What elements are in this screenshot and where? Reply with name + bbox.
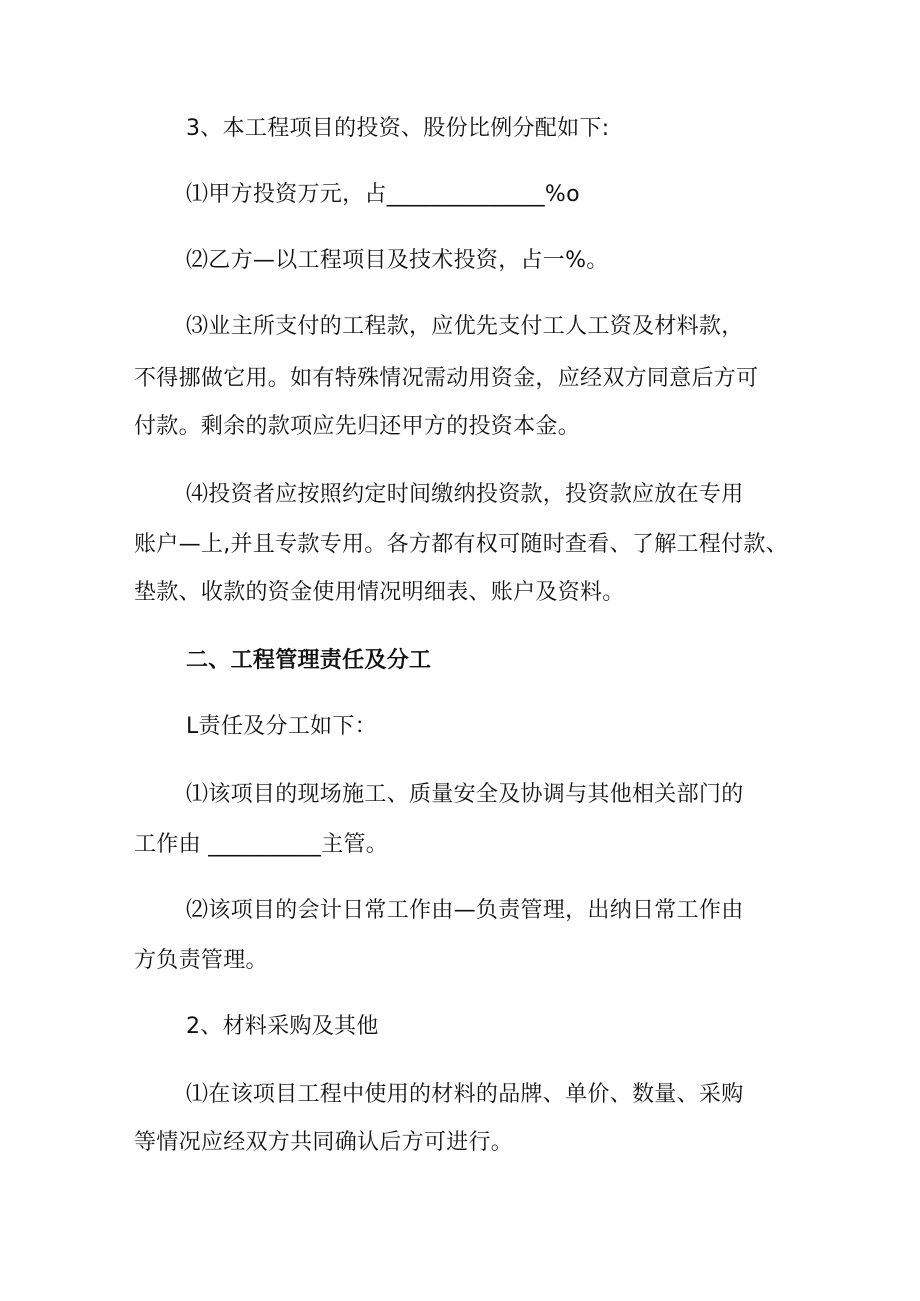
paragraph-line: ⑴甲方投资万元，占______________%o: [186, 182, 580, 207]
paragraph-line: 不得挪做它用。如有特殊情况需动用资金，应经双方同意后方可: [134, 366, 759, 391]
paragraph-line: ⑵该项目的会计日常工作由—负责管理，出纳日常工作由: [186, 898, 744, 923]
section-subheading: 2、材料采购及其他: [186, 1014, 379, 1039]
paragraph-line: 工作由 __________主管。: [134, 832, 389, 857]
paragraph-line: 等情况应经双方共同确认后方可进行。: [134, 1130, 514, 1155]
paragraph-line: 3、本工程项目的投资、股份比例分配如下:: [186, 116, 610, 141]
paragraph-line: ⑷投资者应按照约定时间缴纳投资款，投资款应放在专用: [186, 482, 744, 507]
paragraph-line: 账户—上,并且专款专用。各方都有权可随时查看、了解工程付款、: [134, 532, 788, 557]
paragraph-line: 方负责管理。: [134, 948, 268, 973]
paragraph-line: ⑵乙方—以工程项目及技术投资，占一%。: [186, 248, 609, 273]
section-heading: 二、工程管理责任及分工: [186, 648, 432, 673]
paragraph-line: 付款。剩余的款项应先归还甲方的投资本金。: [134, 414, 581, 439]
paragraph-line: 垫款、收款的资金使用情况明细表、账户及资料。: [134, 580, 625, 605]
paragraph-line: ⑴在该项目工程中使用的材料的品牌、单价、数量、采购: [186, 1082, 744, 1107]
paragraph-line: L责任及分工如下：: [186, 714, 377, 739]
paragraph-line: ⑴该项目的现场施工、质量安全及协调与其他相关部门的: [186, 782, 744, 807]
paragraph-line: ⑶业主所支付的工程款，应优先支付工人工资及材料款，: [186, 314, 744, 339]
